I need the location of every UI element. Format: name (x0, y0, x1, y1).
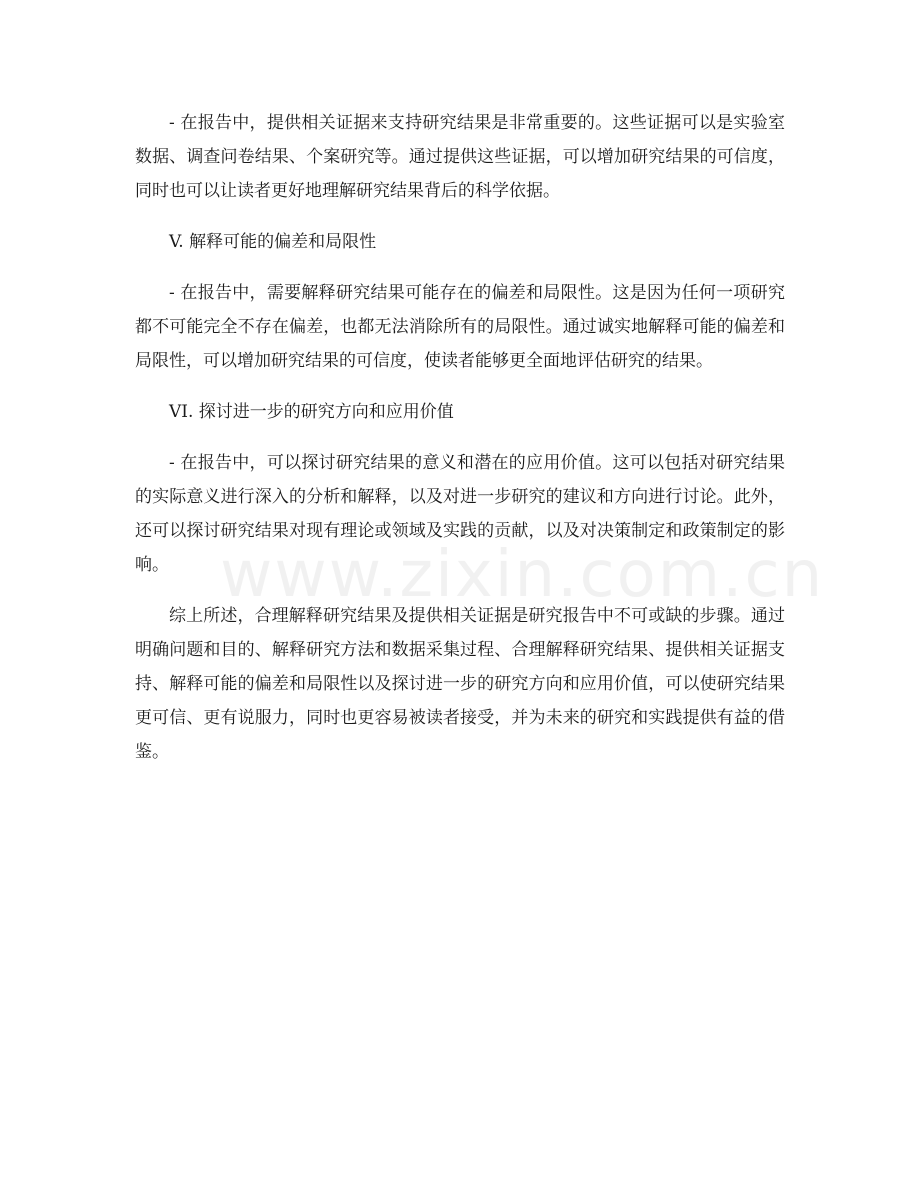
section-heading-future: VI. 探讨进一步的研究方向和应用价值 (169, 402, 454, 422)
paragraph-summary: 综上所述，合理解释研究结果及提供相关证据是研究报告中不可或缺的步骤。通过明确问题和目的、解释研究方法和数据采集过程、合理解释研究结果、提供相关证据支持、解释可能的偏差和局限性以及探讨进一步的研究方向和应用价值，可以使研究结果更可信、更有说服力，同时也更容易被读者接受，并为未来的研究和实践提供有益的借鉴。 (135, 606, 785, 762)
paragraph-bias: - 在报告中，需要解释研究结果可能存在的偏差和局限性。这是因为任何一项研究都不可能完全不存在偏差，也都无法消除所有的局限性。通过诚实地解释可能的偏差和局限性，可以增加研究结果的可信度，使读者能够更全面地评估研究的结果。 (135, 283, 785, 371)
section-heading-bias: V. 解释可能的偏差和局限性 (169, 232, 377, 252)
watermark: www.zixin.com.cn (220, 538, 825, 612)
paragraph-evidence: - 在报告中，提供相关证据来支持研究结果是非常重要的。这些证据可以是实验室数据、调查问卷结果、个案研究等。通过提供这些证据，可以增加研究结果的可信度，同时也可以让读者更好地理解研究结果背后的科学依据。 (135, 113, 785, 201)
document-body (135, 106, 785, 786)
paragraph-future: - 在报告中，可以探讨研究结果的意义和潜在的应用价值。这可以包括对研究结果的实际意义进行深入的分析和解释，以及对进一步研究的建议和方向进行讨论。此外，还可以探讨研究结果对现有理论或领域及实践的贡献，以及对决策制定和政策制定的影响。 (135, 453, 785, 575)
